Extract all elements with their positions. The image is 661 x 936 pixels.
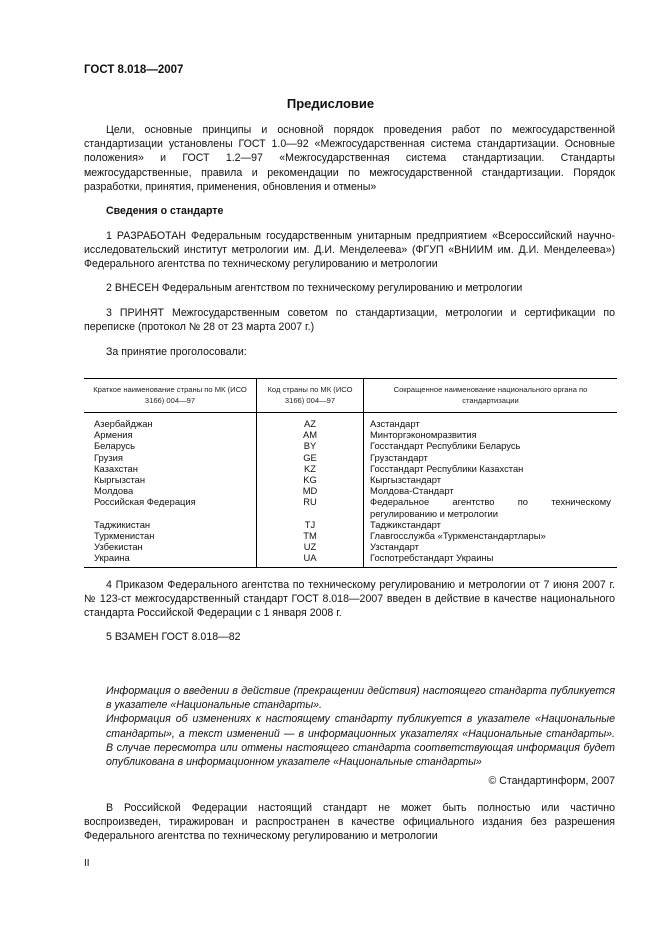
table-row: [84, 474, 617, 485]
item-3-adopted: 3 ПРИНЯТ Межгосударственным советом по стандартизации, метрологии и сертификации по переписке (протокол № 28 от 23 марта 2007 г.): [84, 307, 615, 334]
table-row: [84, 552, 617, 567]
publication-info: [106, 684, 615, 769]
table-header-row: [84, 379, 617, 413]
country-code: BY: [257, 440, 364, 451]
item-5-replaces: 5 ВЗАМЕН ГОСТ 8.018—82: [106, 631, 241, 643]
standards-body: Госстандарт Республики Казахстан: [364, 463, 618, 474]
country-code: GE: [257, 452, 364, 463]
standards-body: Госпотребстандарт Украины: [364, 552, 618, 567]
item-2-introduced: 2 ВНЕСЕН Федеральным агентством по техническому регулированию и метрологии: [106, 282, 523, 294]
table-row: [84, 541, 617, 552]
info-heading: Сведения о стандарте: [106, 205, 224, 217]
table-row: [84, 530, 617, 541]
table-row: [84, 519, 617, 530]
page-title: Предисловие: [286, 96, 375, 111]
standards-body: Таджикстандарт: [364, 519, 618, 530]
country-code: MD: [257, 485, 364, 496]
document-code-header: ГОСТ 8.018—2007: [84, 64, 184, 76]
table-row: [84, 440, 617, 451]
table-row: [84, 413, 617, 430]
country-code: RU: [257, 496, 364, 518]
standards-body: Кыргызстандарт: [364, 474, 618, 485]
country-code: UZ: [257, 541, 364, 552]
country-code: TM: [257, 530, 364, 541]
country-name: Беларусь: [94, 440, 136, 452]
standards-body: Узстандарт: [364, 541, 618, 552]
table-row: [84, 463, 617, 474]
standards-body: Молдова-Стандарт: [364, 485, 618, 496]
reproduction-notice: В Российской Федерации настоящий стандарт не может быть полностью или частично воспроизведен, тиражирован и распространен в качестве официального издания без разрешения Федерального агентства по техническому регулированию и метрологии: [84, 802, 615, 843]
table-row: [84, 485, 617, 496]
country-name: Туркменистан: [94, 530, 155, 542]
standards-body: Минторгэкономразвития: [364, 429, 618, 440]
publication-info-changes: Информация об изменениях к настоящему стандарту публикуется в указателе «Национальные стандарты», а текст изменений — в информационных указателях «Национальные стандарты». В случае пересмотра или отмены настоящего стандарта соответствующая информация будет опубликована в информационном указателе «Национальные стандарты»: [106, 713, 615, 769]
country-code: AM: [257, 429, 364, 440]
country-name: Молдова: [94, 485, 134, 497]
table-row: [84, 452, 617, 463]
item-4-enacted: 4 Приказом Федерального агентства по техническому регулированию и метрологии от 7 июня 2007 г. № 123-ст межгосударственный стандарт ГОСТ 8.018—2007 введен в действие в качестве национального стандарта Российской Федерации с 1 января 2008 г.: [84, 579, 615, 620]
publication-info-introduction: Информация о введении в действие (прекращении действия) настоящего стандарта публикуется в указателе «Национальные стандарты».: [106, 685, 615, 712]
country-name: Узбекистан: [94, 541, 143, 553]
table-row: [84, 429, 617, 440]
standards-body: Грузстандарт: [364, 452, 618, 463]
standards-body: Азстандарт: [364, 413, 618, 430]
table-row: [84, 496, 617, 518]
header-country-name: Краткое наименование страны по МК (ИСО 3166) 004—97: [84, 379, 257, 413]
voting-table: [84, 378, 617, 568]
page-number: II: [84, 858, 90, 869]
header-country-code: Код страны по МК (ИСО 3166) 004—97: [257, 379, 364, 413]
standards-body: Федеральное агентство по техническому регулированию и метрологии: [364, 496, 618, 518]
vote-label: За принятие проголосовали:: [106, 346, 247, 358]
intro-paragraph: Цели, основные принципы и основной порядок проведения работ по межгосударственной стандартизации установлены ГОСТ 1.0—92 «Межгосударственная система стандартизации. Основные положения» и ГОСТ 1.2—97 «Межгосударственная система стандартизации. Стандарты межгосударственные, правила и рекомендации по межгосударственной стандартизации. Порядок разработки, принятия, применения, обновления и отмены»: [84, 124, 615, 193]
country-name: Украина: [84, 552, 257, 567]
country-code: TJ: [257, 519, 364, 530]
header-standards-body: Сокращенное наименование национального органа по стандартизации: [364, 379, 618, 413]
country-name: Азербайджан: [94, 418, 153, 429]
copyright: © Стандартинформ, 2007: [488, 775, 615, 787]
country-name: Российская Федерация: [94, 496, 196, 508]
item-1-developed: 1 РАЗРАБОТАН Федеральным государственным унитарным предприятием «Всероссийский научно-исследовательский институт метрологии им. Д.И. Менделеева» (ФГУП «ВНИИМ им. Д.И. Менделеева») Федерального агентства по техническому регулированию и метрологии: [84, 230, 615, 271]
country-name: Армения: [94, 429, 133, 441]
country-name: Кыргызстан: [94, 474, 146, 486]
country-name: Казахстан: [94, 462, 138, 474]
country-code: KG: [257, 474, 364, 485]
country-name: Грузия: [94, 451, 123, 463]
country-code: AZ: [257, 413, 364, 430]
country-code: KZ: [257, 463, 364, 474]
country-code: UA: [257, 552, 364, 567]
country-name: Таджикистан: [94, 518, 151, 530]
standards-body: Главгосслужба «Туркменстандартлары»: [364, 530, 618, 541]
standards-body: Госстандарт Республики Беларусь: [364, 440, 618, 451]
